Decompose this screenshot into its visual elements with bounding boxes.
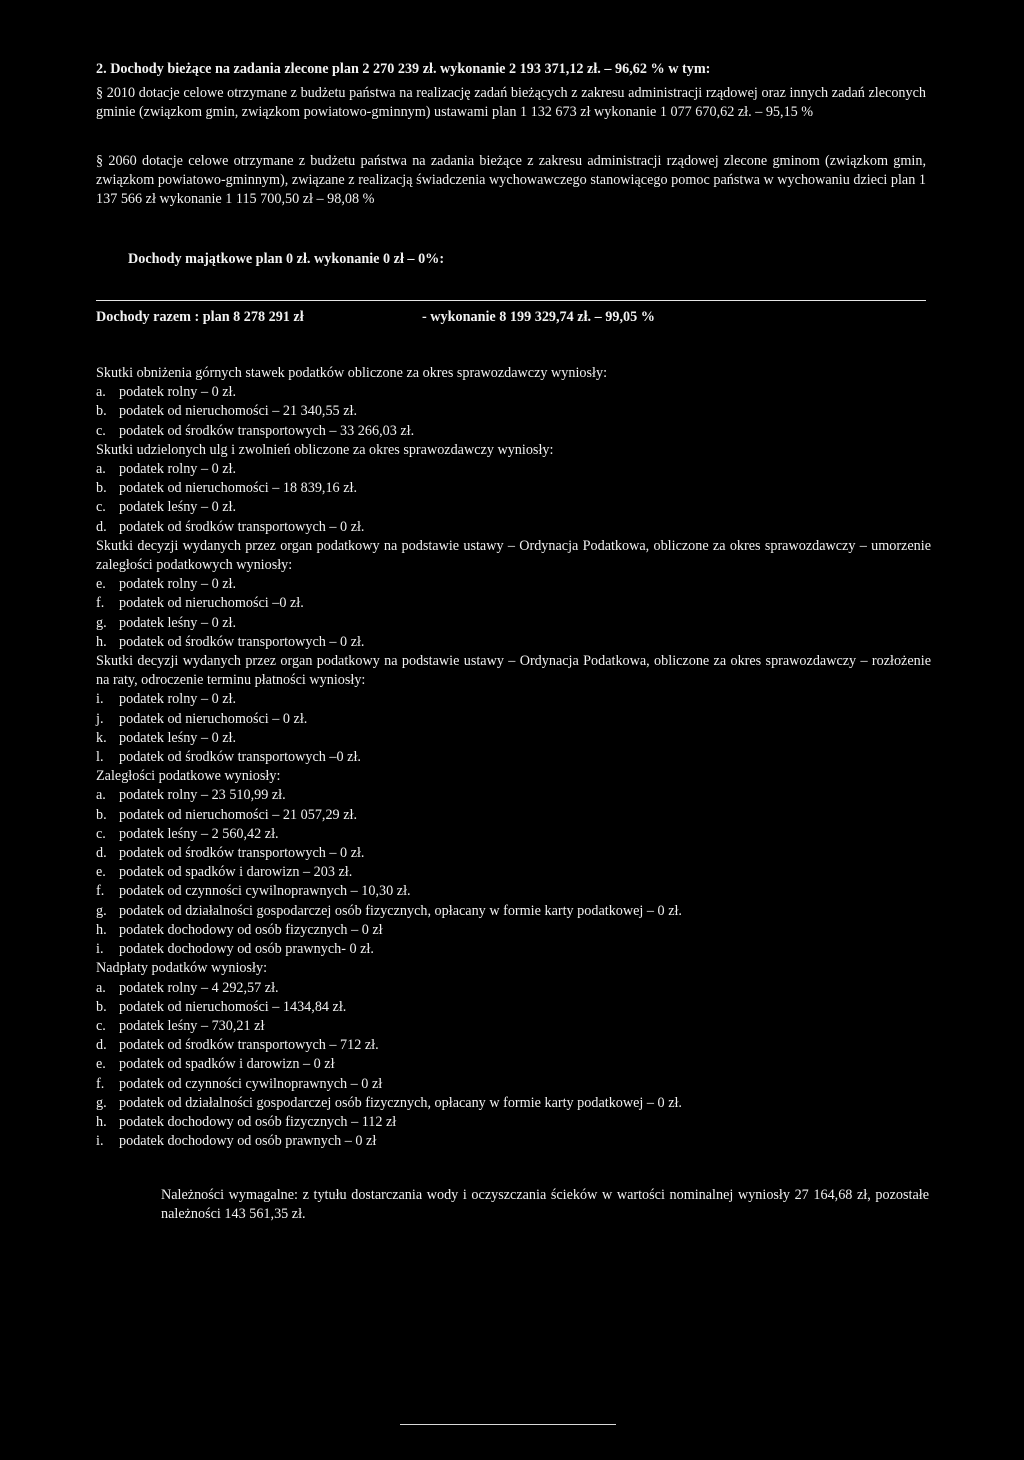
list-marker: c. (96, 499, 106, 516)
section-heading: 2. Dochody bieżące na zadania zlecone plan 2 270 239 zł. wykonanie 2 193 371,12 zł. – 96,62 % w tym: (96, 61, 711, 77)
list-item (96, 806, 931, 825)
list-item-text: podatek leśny – 0 zł. (119, 614, 237, 631)
list-item-text: podatek od nieruchomości – 21 340,55 zł. (119, 403, 357, 420)
list-marker: e. (96, 1056, 106, 1073)
list-item-text: podatek od działalności gospodarczej osób fizycznych, opłacany w formie karty podatkowej – 0 zł. (119, 1094, 682, 1111)
list-item-text: podatek od nieruchomości – 0 zł. (119, 710, 308, 727)
list-item (96, 575, 931, 594)
list-marker: d. (96, 845, 107, 862)
list-item-text: podatek rolny – 0 zł. (119, 691, 237, 708)
list-marker: a. (96, 461, 106, 478)
list-item-text: podatek rolny – 0 zł. (119, 384, 237, 401)
list-item-text: podatek dochodowy od osób fizycznych – 0 zł (119, 921, 383, 938)
section-title: Skutki decyzji wydanych przez organ podatkowy na podstawie ustawy – Ordynacja Podatkowa, obliczone za okres sprawozdawczy – rozłożenie na raty, odroczenie terminu płatności wyniosły: (96, 653, 931, 689)
list-item (96, 479, 931, 498)
list-item-text: podatek od środków transportowych – 712 zł. (119, 1037, 379, 1054)
list-item (96, 710, 931, 729)
list-item-text: podatek od środków transportowych – 0 zł. (119, 845, 365, 862)
list-item (96, 979, 931, 998)
list-item-text: podatek od działalności gospodarczej osób fizycznych, opłacany w formie karty podatkowej – 0 zł. (119, 902, 682, 919)
list-item-text: podatek od środków transportowych –0 zł. (119, 749, 361, 766)
list-item (96, 633, 931, 652)
section-title: Skutki obniżenia górnych stawek podatków obliczone za okres sprawozdawczy wyniosły: (96, 365, 608, 381)
divider-line (96, 300, 926, 301)
list-item (96, 518, 931, 537)
list-item (96, 690, 931, 709)
asset-income-line: Dochody majątkowe plan 0 zł. wykonanie 0 zł – 0%: (128, 251, 445, 267)
list-item-text: podatek od nieruchomości –0 zł. (119, 595, 304, 612)
list-item (96, 498, 931, 517)
total-plan: Dochody razem : plan 8 278 291 zł (96, 309, 304, 325)
list-marker: b. (96, 480, 107, 497)
list-item-text: podatek od czynności cywilnoprawnych – 10,30 zł. (119, 883, 411, 900)
paragraph-2060: § 2060 dotacje celowe otrzymane z budżetu państwa na zadania bieżące z zakresu administracji rządowej zlecone gminom (związkom gmin, związkom powiatowo-gminnym), związane z realizacją świadczenia wychowawczego stanowiącego pomoc państwa w wychowaniu dzieci plan 1 137 566 zł wykonanie 1 115 700,50 zł – 98,08 % (96, 153, 926, 207)
list-marker: i. (96, 691, 104, 708)
list-marker: g. (96, 614, 107, 631)
list-marker: a. (96, 787, 106, 804)
list-marker: h. (96, 1113, 107, 1130)
list-item (96, 863, 931, 882)
list-item (96, 614, 931, 633)
total-execution: - wykonanie 8 199 329,74 zł. – 99,05 % (422, 309, 655, 325)
list-item (96, 1075, 931, 1094)
list-item-text: podatek leśny – 730,21 zł (119, 1017, 265, 1034)
list-marker: e. (96, 864, 106, 881)
list-item-text: podatek leśny – 0 zł. (119, 499, 237, 516)
total-income-line (96, 308, 926, 327)
list-marker: g. (96, 1094, 107, 1111)
list-marker: j. (96, 710, 104, 727)
section-title: Nadpłaty podatków wyniosły: (96, 960, 268, 977)
list-marker: i. (96, 1133, 104, 1150)
list-marker: f. (96, 1075, 105, 1092)
list-item (96, 1036, 931, 1055)
list-marker: b. (96, 806, 107, 823)
list-marker: c. (96, 1017, 106, 1034)
list-item (96, 729, 931, 748)
list-item (96, 940, 931, 959)
list-marker: d. (96, 1037, 107, 1054)
list-item-text: podatek dochodowy od osób prawnych- 0 zł. (119, 941, 374, 958)
list-item-text: podatek rolny – 0 zł. (119, 461, 237, 478)
list-item (96, 1017, 931, 1036)
list-marker: e. (96, 576, 106, 593)
list-item (96, 825, 931, 844)
list-item (96, 998, 931, 1017)
list-marker: b. (96, 403, 107, 420)
list-item (96, 460, 931, 479)
list-item (96, 902, 931, 921)
paragraph-2010: § 2010 dotacje celowe otrzymane z budżetu państwa na realizację zadań bieżących z zakresu administracji rządowej oraz innych zadań zleconych gminie (związkom gmin, związkom powiatowo-gminnym) ustawami plan 1 132 673 zł wykonanie 1 077 670,62 zł. – 95,15 % (96, 85, 926, 120)
list-item (96, 402, 931, 421)
list-item-text: podatek od spadków i darowizn – 203 zł. (119, 864, 353, 881)
list-marker: d. (96, 518, 107, 535)
list-item-text: podatek od środków transportowych – 0 zł. (119, 518, 365, 535)
list-item (96, 383, 931, 402)
receivables-note: Należności wymagalne: z tytułu dostarczania wody i oczyszczania ścieków w wartości nominalnej wyniosły 27 164,68 zł, pozostałe należności 143 561,35 zł. (161, 1187, 929, 1222)
list-item (96, 844, 931, 863)
list-item-text: podatek dochodowy od osób prawnych – 0 zł (119, 1133, 377, 1150)
list-item-text: podatek rolny – 0 zł. (119, 576, 237, 593)
list-item-text: podatek od nieruchomości – 18 839,16 zł. (119, 480, 357, 497)
list-item (96, 786, 931, 805)
list-item-text: podatek dochodowy od osób fizycznych – 112 zł (119, 1113, 397, 1130)
list-marker: h. (96, 921, 107, 938)
list-marker: b. (96, 998, 107, 1015)
list-marker: l. (96, 749, 104, 766)
list-item (96, 1132, 931, 1151)
list-marker: k. (96, 729, 107, 746)
list-marker: g. (96, 902, 107, 919)
list-item (96, 1094, 931, 1113)
list-item (96, 748, 931, 767)
list-marker: f. (96, 883, 105, 900)
section-title: Zaległości podatkowe wyniosły: (96, 768, 281, 785)
list-marker: a. (96, 384, 106, 401)
list-item-text: podatek leśny – 2 560,42 zł. (119, 825, 279, 842)
list-item-text: podatek od środków transportowych – 33 266,03 zł. (119, 422, 415, 439)
list-marker: h. (96, 633, 107, 650)
list-marker: i. (96, 941, 104, 958)
section-title: Skutki udzielonych ulg i zwolnień obliczone za okres sprawozdawczy wyniosły: (96, 441, 554, 458)
list-item-text: podatek rolny – 4 292,57 zł. (119, 979, 279, 996)
list-item-text: podatek od środków transportowych – 0 zł. (119, 633, 365, 650)
list-item (96, 921, 931, 940)
list-item-text: podatek od nieruchomości – 1434,84 zł. (119, 998, 347, 1015)
list-item (96, 1113, 931, 1132)
list-item (96, 882, 931, 901)
list-marker: c. (96, 422, 106, 439)
list-marker: f. (96, 595, 105, 612)
footer-divider (400, 1424, 616, 1425)
list-item-text: podatek rolny – 23 510,99 zł. (119, 787, 286, 804)
list-marker: c. (96, 825, 106, 842)
list-item-text: podatek od czynności cywilnoprawnych – 0 zł (119, 1075, 383, 1092)
tax-effects-list (96, 364, 931, 1151)
section-title: Skutki decyzji wydanych przez organ podatkowy na podstawie ustawy – Ordynacja Podatkowa, obliczone za okres sprawozdawczy – umorzenie zaległości podatkowych wyniosły: (96, 537, 931, 574)
list-item (96, 1055, 931, 1074)
list-item-text: podatek leśny – 0 zł. (119, 729, 237, 746)
list-item-text: podatek od nieruchomości – 21 057,29 zł. (119, 806, 357, 823)
list-item-text: podatek od spadków i darowizn – 0 zł (119, 1056, 335, 1073)
list-marker: a. (96, 979, 106, 996)
list-item (96, 422, 931, 441)
list-item (96, 594, 931, 613)
